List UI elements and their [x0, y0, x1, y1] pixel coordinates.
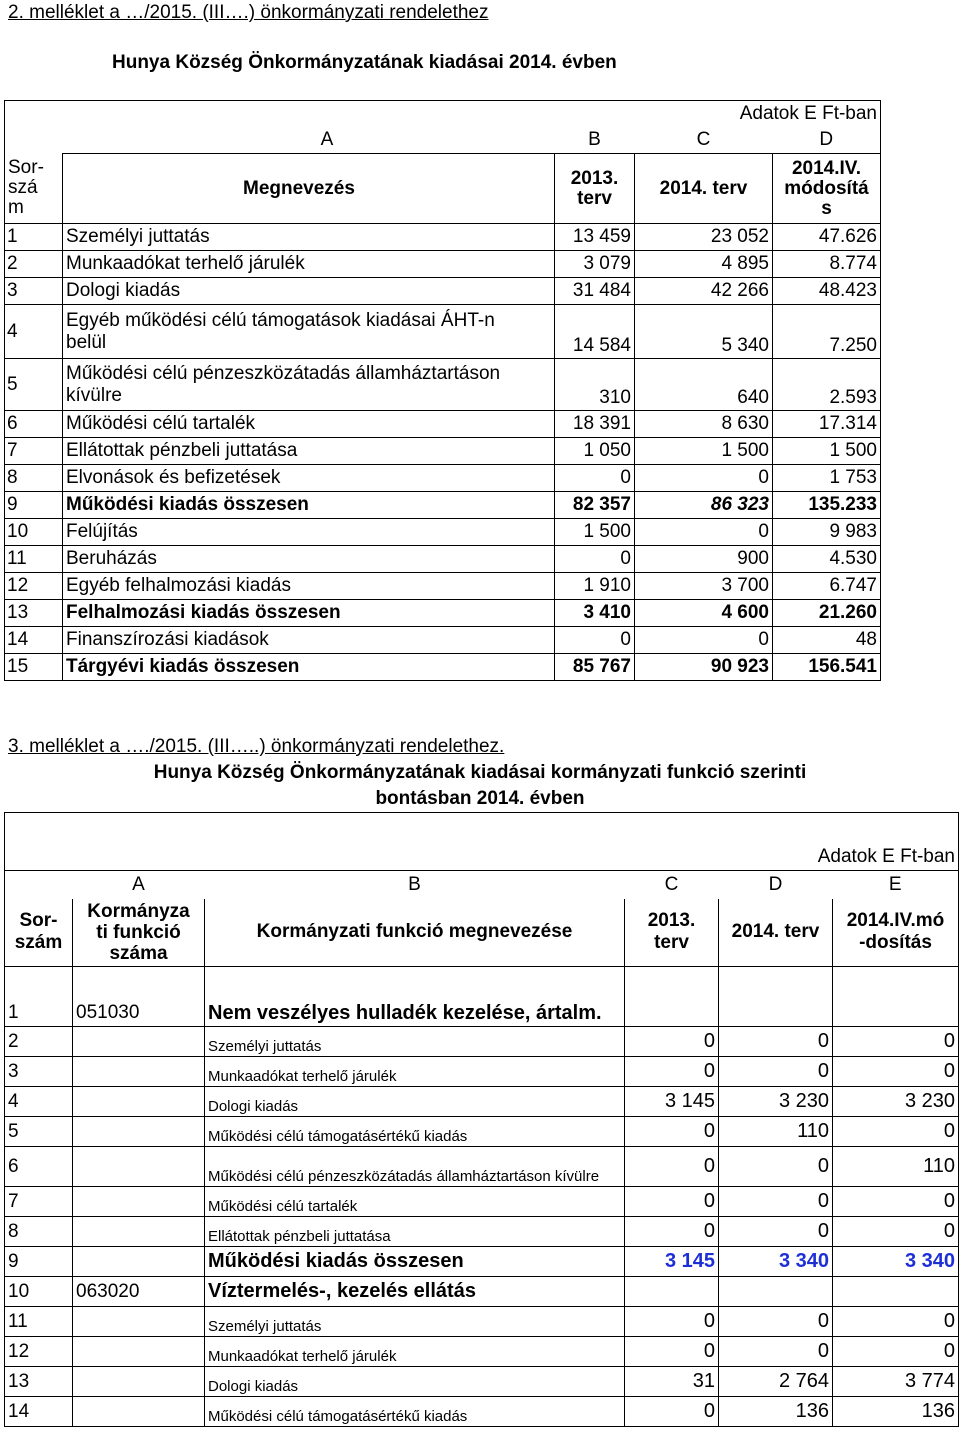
cell-name: Egyéb felhalmozási kiadás — [63, 573, 555, 600]
cell-c: 5 340 — [635, 305, 773, 359]
doc2-unit-label: Adatok E Ft-ban — [5, 813, 959, 871]
cell-d: 1 753 — [773, 465, 881, 492]
table-row — [5, 573, 881, 600]
cell-code — [73, 1217, 205, 1247]
table-row — [5, 1277, 959, 1307]
cell-c: 3 700 — [635, 573, 773, 600]
cell-n: 12 — [5, 573, 63, 600]
cell-c: 0 — [625, 1117, 719, 1147]
cell-code — [73, 1247, 205, 1277]
table-row — [5, 519, 881, 546]
cell-code — [73, 1397, 205, 1427]
cell-code — [73, 1027, 205, 1057]
cell-name: Működési célú támogatásértékű kiadás — [205, 1397, 625, 1427]
table-row — [5, 359, 881, 411]
cell-d: 2 764 — [719, 1367, 833, 1397]
cell-e: 0 — [833, 1217, 959, 1247]
cell-b: 18 391 — [555, 411, 635, 438]
table-row — [5, 1087, 959, 1117]
cell-d: 47.626 — [773, 224, 881, 251]
cell-d: 110 — [719, 1117, 833, 1147]
cell-c: 0 — [625, 1337, 719, 1367]
cell-code — [73, 1057, 205, 1087]
cell-name: Elvonások és befizetések — [63, 465, 555, 492]
cell-n: 2 — [5, 1027, 73, 1057]
cell-name: Finanszírozási kiadások — [63, 627, 555, 654]
cell-n: 14 — [5, 627, 63, 654]
cell-b: 0 — [555, 627, 635, 654]
cell-n: 10 — [5, 519, 63, 546]
cell-d: 0 — [719, 1147, 833, 1187]
cell-c: 90 923 — [635, 654, 773, 681]
cell-c: 3 145 — [625, 1087, 719, 1117]
cell-n: 5 — [5, 359, 63, 411]
cell-c: 0 — [625, 1217, 719, 1247]
cell-name: Személyi juttatás — [205, 1307, 625, 1337]
cell-name: Tárgyévi kiadás összesen — [63, 654, 555, 681]
cell-code — [73, 1087, 205, 1117]
cell-n: 1 — [5, 967, 73, 1027]
doc2-title-line2: bontásban 2014. évben — [375, 788, 585, 809]
cell-n: 5 — [5, 1117, 73, 1147]
cell-d: 17.314 — [773, 411, 881, 438]
cell-n: 1 — [5, 224, 63, 251]
cell-name: Működési célú pénzeszközátadás államháztartáson kívülre — [63, 359, 555, 411]
cell-n: 3 — [5, 1057, 73, 1087]
doc2-col-mod-header: 2014.IV.mó -dosítás — [833, 899, 959, 967]
table-row — [5, 1337, 959, 1367]
table-row — [5, 305, 881, 359]
cell-n: 7 — [5, 1187, 73, 1217]
table-row — [5, 1187, 959, 1217]
cell-n: 6 — [5, 411, 63, 438]
annex-3-caption: 3. melléklet a …./2015. (III…..) önkormányzati rendelethez. — [8, 736, 505, 757]
doc2-title-line1: Hunya Község Önkormányzatának kiadásai kormányzati funkció szerinti — [153, 762, 807, 783]
cell-d: 48 — [773, 627, 881, 654]
table-row — [5, 1307, 959, 1337]
cell-d: 0 — [719, 1337, 833, 1367]
cell-c: 3 145 — [625, 1247, 719, 1277]
doc2-col-code-header: Kormányza ti funkció száma — [73, 899, 205, 967]
col-mod-header: 2014.IV. módosítá s — [773, 154, 881, 224]
cell-d: 1 500 — [773, 438, 881, 465]
cell-code: 051030 — [73, 967, 205, 1027]
cell-d: 136 — [719, 1397, 833, 1427]
cell-name: Dologi kiadás — [205, 1367, 625, 1397]
cell-c: 0 — [635, 465, 773, 492]
cell-name: Működési célú tartalék — [63, 411, 555, 438]
cell-c: 4 600 — [635, 600, 773, 627]
cell-e: 136 — [833, 1397, 959, 1427]
cell-d: 135.233 — [773, 492, 881, 519]
doc2-col-2014-header: 2014. terv — [719, 899, 833, 967]
cell-name: Személyi juttatás — [63, 224, 555, 251]
cell-n: 3 — [5, 278, 63, 305]
table-row — [5, 654, 881, 681]
doc2-col-letter-e: E — [833, 871, 959, 899]
cell-b: 0 — [555, 546, 635, 573]
col-2013-header: 2013. terv — [555, 154, 635, 224]
cell-name: Egyéb működési célú támogatások kiadásai ÁHT-n belül — [63, 305, 555, 359]
cell-b: 1 500 — [555, 519, 635, 546]
table-row — [5, 1247, 959, 1277]
cell-c: 0 — [625, 1027, 719, 1057]
cell-name: Felhalmozási kiadás összesen — [63, 600, 555, 627]
cell-b: 31 484 — [555, 278, 635, 305]
col-letter-d: D — [773, 127, 881, 154]
cell-name: Működési kiadás összesen — [205, 1247, 625, 1277]
cell-d: 3 340 — [719, 1247, 833, 1277]
cell-e — [833, 967, 959, 1027]
col-2014-header: 2014. terv — [635, 154, 773, 224]
cell-e: 0 — [833, 1307, 959, 1337]
cell-n: 4 — [5, 305, 63, 359]
cell-c: 0 — [625, 1147, 719, 1187]
cell-c — [625, 1277, 719, 1307]
cell-name: Dologi kiadás — [205, 1087, 625, 1117]
cell-name: Ellátottak pénzbeli juttatása — [205, 1217, 625, 1247]
cell-b: 82 357 — [555, 492, 635, 519]
cell-name: Működési célú pénzeszközátadás államháztartáson kívülre — [205, 1147, 625, 1187]
annex-2-caption: 2. melléklet a …/2015. (III….) önkormányzati rendelethez — [8, 2, 489, 23]
cell-d: 6.747 — [773, 573, 881, 600]
cell-c: 42 266 — [635, 278, 773, 305]
cell-code — [73, 1147, 205, 1187]
cell-c: 1 500 — [635, 438, 773, 465]
cell-name: Működési célú támogatásértékű kiadás — [205, 1117, 625, 1147]
cell-name: Működési kiadás összesen — [63, 492, 555, 519]
unit-label: Adatok E Ft-ban — [635, 101, 881, 128]
cell-e: 0 — [833, 1027, 959, 1057]
expenses-table — [4, 100, 881, 681]
cell-e: 3 774 — [833, 1367, 959, 1397]
cell-d: 8.774 — [773, 251, 881, 278]
cell-n: 4 — [5, 1087, 73, 1117]
cell-d: 2.593 — [773, 359, 881, 411]
cell-name: Dologi kiadás — [63, 278, 555, 305]
cell-d — [719, 1277, 833, 1307]
cell-b: 310 — [555, 359, 635, 411]
table-row — [5, 1217, 959, 1247]
cell-code — [73, 1187, 205, 1217]
table-row — [5, 224, 881, 251]
col-name-header: Megnevezés — [63, 154, 555, 224]
cell-code — [73, 1117, 205, 1147]
cell-n: 14 — [5, 1397, 73, 1427]
cell-e: 3 230 — [833, 1087, 959, 1117]
cell-c: 0 — [625, 1307, 719, 1337]
cell-code — [73, 1307, 205, 1337]
table-row — [5, 546, 881, 573]
table-row — [5, 278, 881, 305]
cell-code — [73, 1337, 205, 1367]
cell-name: Munkaadókat terhelő járulék — [205, 1057, 625, 1087]
doc2-col-serial-header: Sor- szám — [5, 899, 73, 967]
cell-b: 85 767 — [555, 654, 635, 681]
cell-c: 0 — [635, 627, 773, 654]
cell-name: Víztermelés-, kezelés ellátás — [205, 1277, 625, 1307]
doc2-col-letter-b: B — [205, 871, 625, 899]
cell-c: 4 895 — [635, 251, 773, 278]
cell-n: 11 — [5, 546, 63, 573]
cell-d: 3 230 — [719, 1087, 833, 1117]
cell-name: Működési célú tartalék — [205, 1187, 625, 1217]
col-letter-c: C — [696, 129, 711, 150]
table-row — [5, 465, 881, 492]
cell-n: 15 — [5, 654, 63, 681]
cell-n: 8 — [5, 465, 63, 492]
cell-e: 0 — [833, 1187, 959, 1217]
cell-n: 13 — [5, 1367, 73, 1397]
functions-table — [4, 812, 959, 1427]
cell-n: 6 — [5, 1147, 73, 1187]
cell-e: 0 — [833, 1337, 959, 1367]
table-row — [5, 1397, 959, 1427]
col-serial-header: Sor- szá m — [5, 154, 63, 224]
cell-n: 9 — [5, 492, 63, 519]
cell-name: Munkaadókat terhelő járulék — [63, 251, 555, 278]
cell-c: 0 — [625, 1397, 719, 1427]
cell-c: 900 — [635, 546, 773, 573]
cell-n: 2 — [5, 251, 63, 278]
cell-c: 86 323 — [635, 492, 773, 519]
cell-name: Beruházás — [63, 546, 555, 573]
table-row — [5, 1367, 959, 1397]
cell-c: 8 630 — [635, 411, 773, 438]
cell-d: 0 — [719, 1187, 833, 1217]
cell-name: Felújítás — [63, 519, 555, 546]
cell-c: 0 — [625, 1187, 719, 1217]
table-row — [5, 1027, 959, 1057]
col-letter-a: A — [320, 129, 334, 150]
table-row — [5, 251, 881, 278]
cell-d: 0 — [719, 1057, 833, 1087]
cell-b: 1 910 — [555, 573, 635, 600]
cell-b: 1 050 — [555, 438, 635, 465]
table-row — [5, 1057, 959, 1087]
cell-d: 7.250 — [773, 305, 881, 359]
cell-c: 23 052 — [635, 224, 773, 251]
table-row — [5, 1147, 959, 1187]
cell-code — [73, 1367, 205, 1397]
table-row — [5, 1117, 959, 1147]
cell-n: 13 — [5, 600, 63, 627]
cell-e: 0 — [833, 1117, 959, 1147]
cell-c — [625, 967, 719, 1027]
doc2-col-letter-a: A — [73, 871, 205, 899]
cell-d — [719, 967, 833, 1027]
cell-n: 12 — [5, 1337, 73, 1367]
cell-b: 14 584 — [555, 305, 635, 359]
cell-d: 21.260 — [773, 600, 881, 627]
cell-n: 7 — [5, 438, 63, 465]
cell-code: 063020 — [73, 1277, 205, 1307]
doc2-col-2013-header: 2013. terv — [625, 899, 719, 967]
cell-e: 0 — [833, 1057, 959, 1087]
cell-d: 0 — [719, 1307, 833, 1337]
table-row — [5, 627, 881, 654]
cell-c: 0 — [635, 519, 773, 546]
cell-c: 31 — [625, 1367, 719, 1397]
cell-name: Személyi juttatás — [205, 1027, 625, 1057]
doc2-col-name-header: Kormányzati funkció megnevezése — [205, 899, 625, 967]
cell-b: 13 459 — [555, 224, 635, 251]
cell-e: 110 — [833, 1147, 959, 1187]
cell-b: 0 — [555, 465, 635, 492]
cell-c: 0 — [625, 1057, 719, 1087]
cell-d: 48.423 — [773, 278, 881, 305]
table-row — [5, 411, 881, 438]
cell-d: 0 — [719, 1217, 833, 1247]
table-row — [5, 438, 881, 465]
doc1-title: Hunya Község Önkormányzatának kiadásai 2014. évben — [112, 52, 617, 73]
doc2-col-letter-c: C — [625, 871, 719, 899]
doc2-col-letter-d: D — [719, 871, 833, 899]
cell-n: 11 — [5, 1307, 73, 1337]
cell-name: Munkaadókat terhelő járulék — [205, 1337, 625, 1367]
cell-name: Nem veszélyes hulladék kezelése, ártalm. — [205, 967, 625, 1027]
cell-n: 8 — [5, 1217, 73, 1247]
cell-n: 9 — [5, 1247, 73, 1277]
table-row — [5, 492, 881, 519]
cell-b: 3 410 — [555, 600, 635, 627]
cell-name: Ellátottak pénzbeli juttatása — [63, 438, 555, 465]
table-row — [5, 600, 881, 627]
cell-d: 0 — [719, 1027, 833, 1057]
cell-e: 3 340 — [833, 1247, 959, 1277]
cell-d: 9 983 — [773, 519, 881, 546]
cell-b: 3 079 — [555, 251, 635, 278]
cell-d: 4.530 — [773, 546, 881, 573]
cell-c: 640 — [635, 359, 773, 411]
cell-e — [833, 1277, 959, 1307]
col-letter-b: B — [588, 129, 601, 150]
cell-n: 10 — [5, 1277, 73, 1307]
cell-d: 156.541 — [773, 654, 881, 681]
table-row — [5, 967, 959, 1027]
